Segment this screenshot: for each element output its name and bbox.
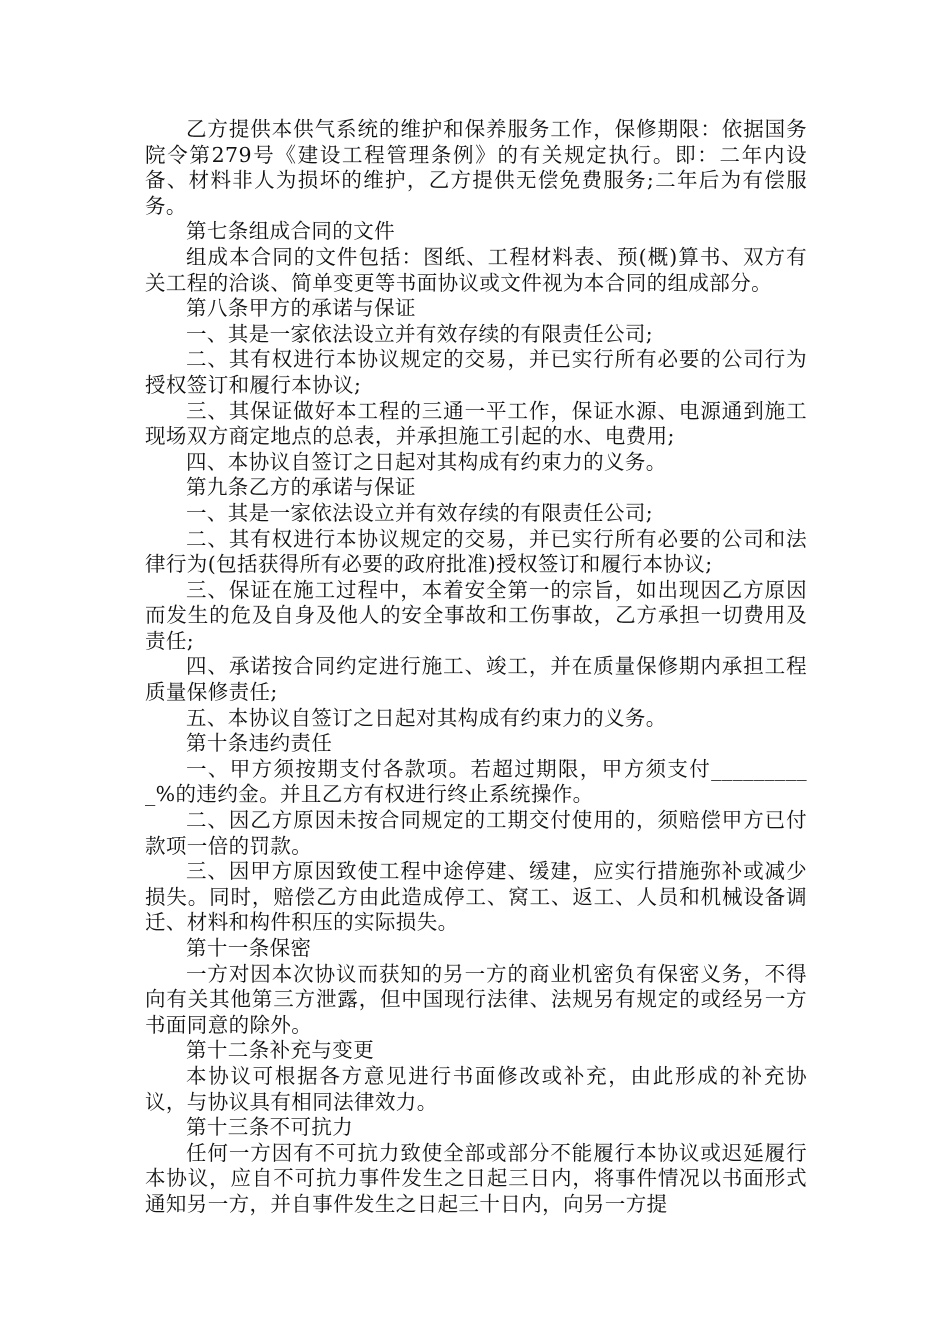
paragraph-party-a-item-4: 四、本协议自签订之日起对其构成有约束力的义务。 — [186, 449, 667, 474]
paragraph-party-b-item-3: 三、保证在施工过程中，本着安全第一的宗旨，如出现因乙方原因而发生的危及自身及他人的安全事故和工伤事故，乙方承担一切费用及责任; — [145, 577, 807, 653]
paragraph-breach-item-3: 三、因甲方原因致使工程中途停建、缓建，应实行措施弥补或减少损失。同时，赔偿乙方由此造成停工、窝工、返工、人员和机械设备调迁、材料和构件积压的实际损失。 — [145, 859, 807, 935]
paragraph-force-majeure: 任何一方因有不可抗力致使全部或部分不能履行本协议或迟延履行本协议，应自不可抗力事件发生之日起三日内，将事件情况以书面形式通知另一方，并自事件发生之日起三十日内，向另一方提 — [145, 1140, 807, 1216]
paragraph-party-b-item-5: 五、本协议自签订之日起对其构成有约束力的义务。 — [186, 705, 667, 730]
paragraph-breach-item-1: 一、甲方须按期支付各款项。若超过期限，甲方须支付__________%的违约金。并且乙方有权进行终止系统操作。 — [145, 756, 807, 807]
article-10-heading: 第十条违约责任 — [186, 731, 333, 756]
paragraph-amendment: 本协议可根据各方意见进行书面修改或补充，由此形成的补充协议，与协议具有相同法律效力。 — [145, 1063, 807, 1114]
paragraph-party-b-item-2: 二、其有权进行本协议规定的交易，并已实行所有必要的公司和法律行为(包括获得所有必要的政府批准)授权签订和履行本协议; — [145, 526, 807, 577]
article-13-heading: 第十三条不可抗力 — [186, 1115, 354, 1140]
article-7-heading: 第七条组成合同的文件 — [186, 219, 395, 244]
document-page — [145, 117, 807, 1218]
paragraph-party-a-item-1: 一、其是一家依法设立并有效存续的有限责任公司; — [186, 321, 654, 346]
article-12-heading: 第十二条补充与变更 — [186, 1038, 375, 1063]
article-8-heading: 第八条甲方的承诺与保证 — [186, 296, 416, 321]
article-11-heading: 第十一条保密 — [186, 936, 312, 960]
article-9-heading: 第九条乙方的承诺与保证 — [186, 475, 416, 500]
paragraph-contract-documents: 组成本合同的文件包括：图纸、工程材料表、预(概)算书、双方有关工程的洽谈、简单变更等书面协议或文件视为本合同的组成部分。 — [145, 244, 807, 295]
paragraph-party-b-item-4: 四、承诺按合同约定进行施工、竣工，并在质量保修期内承担工程质量保修责任; — [145, 654, 807, 705]
paragraph-confidentiality: 一方对因本次协议而获知的另一方的商业机密负有保密义务，不得向有关其他第三方泄露，但中国现行法律、法规另有规定的或经另一方书面同意的除外。 — [145, 961, 807, 1037]
paragraph-party-a-item-3: 三、其保证做好本工程的三通一平工作，保证水源、电源通到施工现场双方商定地点的总表，并承担施工引起的水、电费用; — [145, 398, 807, 449]
paragraph-party-a-item-2: 二、其有权进行本协议规定的交易，并已实行所有必要的公司行为授权签订和履行本协议; — [145, 347, 807, 397]
paragraph-breach-item-2: 二、因乙方原因未按合同规定的工期交付使用的，须赔偿甲方已付款项一倍的罚款。 — [145, 808, 807, 858]
paragraph-maintenance-warranty: 乙方提供本供气系统的维护和保养服务工作，保修期限：依据国务院令第279号《建设工程管理条例》的有关规定执行。即：二年内设备、材料非人为损坏的维护，乙方提供无偿免费服务;二年后为有偿服务。 — [145, 117, 807, 218]
paragraph-party-b-item-1: 一、其是一家依法设立并有效存续的有限责任公司; — [186, 500, 654, 525]
